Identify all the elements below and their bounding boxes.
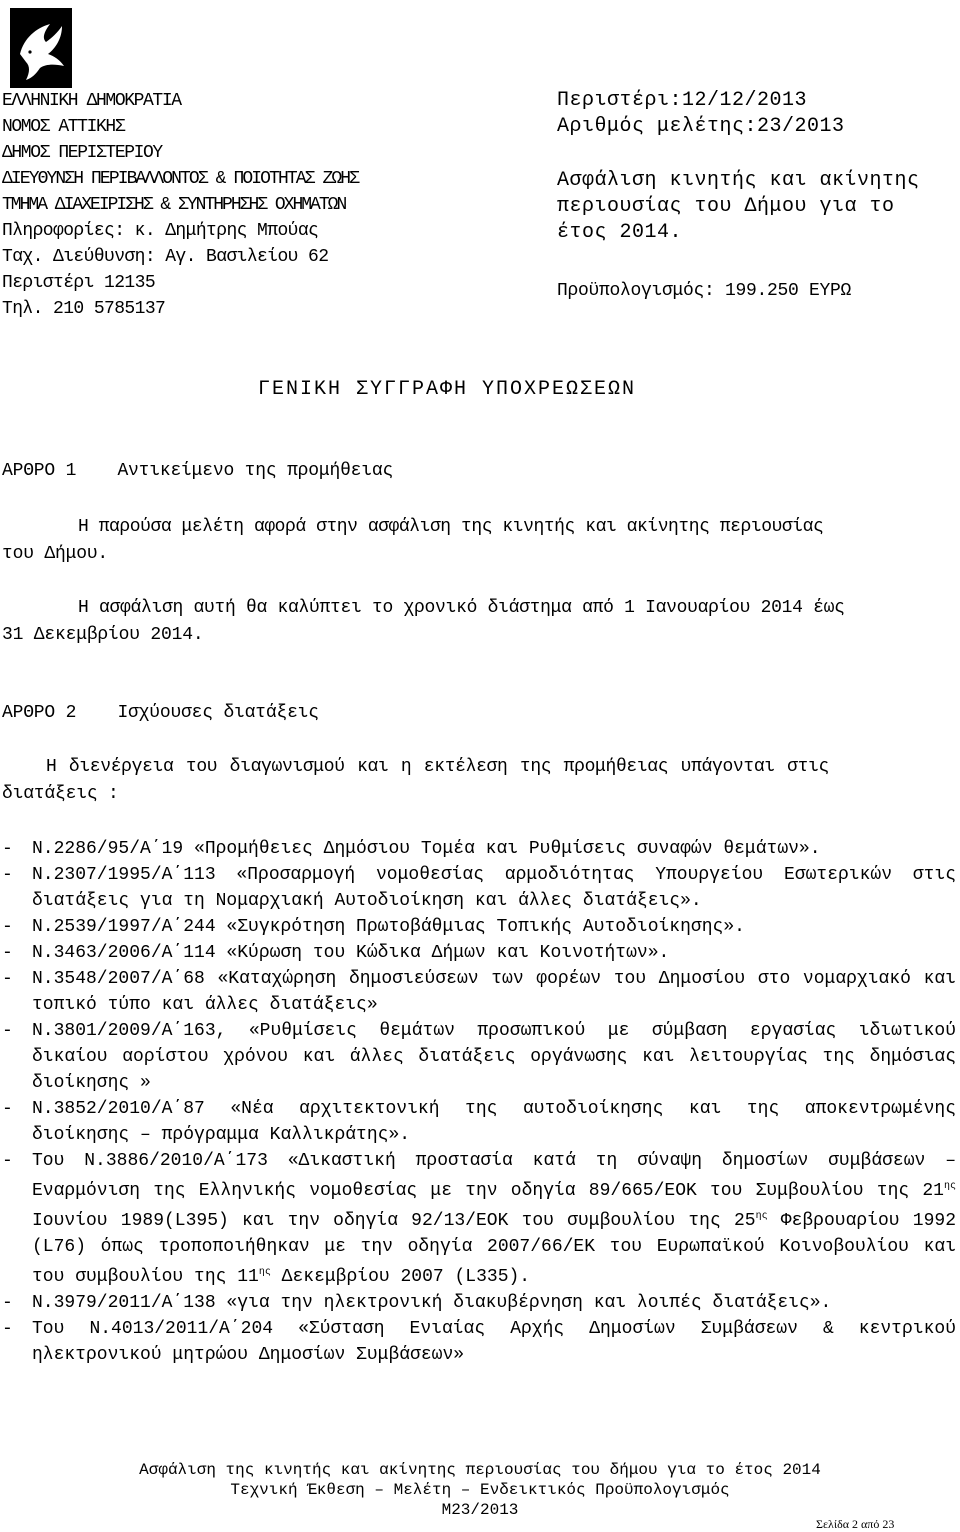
- article-heading: Ισχύουσες διατάξεις: [117, 703, 319, 723]
- list-item: [2, 1316, 956, 1368]
- article-1-paragraph: Η παρούσα μελέτη αφορά στην ασφάλιση της κινητής και ακίνητης περιουσίας: [78, 517, 824, 537]
- list-item-text: Ν.3548/2007/Α΄68 «Καταχώρηση δημοσιεύσεων των φορέων του Δημοσίου στο νομαρχιακό και τοπικό τύπο και άλλες διατάξεις»: [32, 969, 956, 1015]
- bullet-dash: -: [2, 1151, 13, 1171]
- article-label: ΑΡΘΡΟ 2: [2, 703, 77, 723]
- list-item: [2, 836, 956, 862]
- bullet-dash: -: [2, 917, 13, 937]
- bullet-dash: -: [2, 1293, 13, 1313]
- subject-line: Ασφάλιση κινητής και ακίνητης: [557, 169, 920, 192]
- bullet-dash: -: [2, 943, 13, 963]
- list-item: [2, 914, 956, 940]
- list-item-text: Ν.3463/2006/Α΄114 «Κύρωση του Κώδικα Δήμων και Κοινοτήτων».: [32, 943, 670, 963]
- article-1-header: [2, 458, 393, 485]
- list-item-text: Ν.2307/1995/Α΄113 «Προσαρμογή νομοθεσίας αρμοδιότητας Υπουργείου Εσωτερικών στις διατάξεις για τη Νομαρχιακή Αυτοδιοίκηση και άλλες διατάξεις».: [32, 865, 956, 911]
- issuer-line: ΤΜΗΜΑ ΔΙΑΧΕΙΡΙΣΗΣ & ΣΥΝΤΗΡΗΣΗΣ ΟΧΗΜΑΤΩΝ: [2, 195, 346, 215]
- issuer-line: ΝΟΜΟΣ ΑΤΤΙΚΗΣ: [2, 117, 125, 137]
- bullet-dash: -: [2, 839, 13, 859]
- bullet-dash: -: [2, 1021, 13, 1041]
- issuer-line: ΔΗΜΟΣ ΠΕΡΙΣΤΕΡΙΟΥ: [2, 143, 162, 163]
- article-heading: Αντικείμενο της προμήθειας: [117, 461, 394, 481]
- document-title: ΓΕΝΙΚΗ ΣΥΓΓΡΑΦΗ ΥΠΟΧΡΕΩΣΕΩΝ: [258, 378, 637, 401]
- issuer-line: Τηλ. 210 5785137: [2, 299, 166, 319]
- dove-icon: [10, 8, 72, 88]
- footer-line: Ασφάλιση της κινητής και ακίνητης περιουσίας του δήμου για το έτος 2014: [139, 1461, 821, 1479]
- list-item: [2, 1290, 956, 1316]
- issuer-line: ΕΛΛΗΝΙΚΗ ΔΗΜΟΚΡΑΤΙΑ: [2, 91, 181, 111]
- municipality-logo: [10, 8, 72, 88]
- subject-line: περιουσίας του Δήμου για το: [557, 195, 895, 218]
- article-2-intro: Η διενέργεια του διαγωνισμού και η εκτέλεση της προμήθειας υπάγονται στις: [46, 757, 829, 777]
- list-item: [2, 1148, 956, 1290]
- list-item-text: Ν.3801/2009/Α΄163, «Ρυθμίσεις θεμάτων προσωπικού με σύμβαση εργασίας ιδιωτικού δικαίου αορίστου χρόνου και άλλες διατάξεις οργάνωσης και λειτουργίας της δημόσιας διοίκησης »: [32, 1021, 956, 1093]
- list-item-text: Ν.2539/1997/Α΄244 «Συγκρότηση Πρωτοβάθμιας Τοπικής Αυτοδιοίκησης».: [32, 917, 745, 937]
- footer-line: Μ23/2013: [441, 1501, 519, 1519]
- bullet-dash: -: [2, 1319, 13, 1339]
- list-item-text: Του Ν.4013/2011/Α΄204 «Σύσταση Ενιαίας Αρχής Δημοσίων Συμβάσεων & κεντρικού ηλεκτρονικού μητρώου Δημοσίων Συμβάσεων»: [32, 1319, 956, 1365]
- article-1-paragraph: του Δήμου.: [2, 544, 109, 564]
- subject-line: έτος 2014.: [557, 221, 683, 244]
- document-meta: [557, 88, 920, 304]
- bullet-dash: -: [2, 865, 13, 885]
- issuer-line: Πληροφορίες: κ. Δημήτρης Μπούας: [2, 221, 319, 241]
- document-date: Περιστέρι:12/12/2013: [557, 89, 808, 112]
- article-label: ΑΡΘΡΟ 1: [2, 461, 77, 481]
- page-number: Σελίδα 2 από 23: [816, 1517, 895, 1531]
- list-item-text: Του Ν.3886/2010/Α΄173 «Δικαστική προστασία κατά τη σύναψη δημοσίων συμβάσεων – Εναρμόνιση της Ελληνικής νομοθεσίας με την οδηγία 89/665/ΕΟΚ του Συμβουλίου της $21^{\eta\varsigma}$ Ιουνίου 1989(L395) και την οδηγία 92/13/ΕΟΚ του συμβουλίου της $25^{\eta\varsigma}$ Φεβρουαρίου 1992 (L76) όπως τροποποιήθηκαν με την οδηγία 2007/66/ΕΚ του Ευρωπαϊκού Κοινοβουλίου και του συμβουλίου της $11^{\eta\varsigma}$ Δεκεμβρίου 2007 (L335).: [32, 1151, 956, 1287]
- bullet-dash: -: [2, 1099, 13, 1119]
- issuer-line: Περιστέρι 12135: [2, 273, 156, 293]
- list-item: [2, 966, 956, 1018]
- list-item-text: Ν.2286/95/Α΄19 «Προμήθειες Δημόσιου Τομέα και Ρυθμίσεις συναφών θεμάτων».: [32, 839, 821, 859]
- list-item-text: Ν.3979/2011/Α΄138 «για την ηλεκτρονική διακυβέρνηση και λοιπές διατάξεις».: [32, 1293, 832, 1313]
- study-number: Αριθμός μελέτης:23/2013: [557, 115, 845, 138]
- list-item: [2, 940, 956, 966]
- issuer-line: Ταχ. Διεύθυνση: Αγ. Βασιλείου 62: [2, 247, 329, 267]
- article-2-header: [2, 700, 319, 727]
- list-item-text: Ν.3852/2010/Α΄87 «Νέα αρχιτεκτονική της αυτοδιοίκησης και της αποκεντρωμένης διοίκησης – πρόγραμμα Καλλικράτης».: [32, 1099, 956, 1145]
- article-2-intro: διατάξεις :: [2, 784, 119, 804]
- legislation-list: [2, 836, 956, 1368]
- budget: Προϋπολογισμός: 199.250 ΕΥΡΩ: [557, 281, 852, 301]
- list-item: [2, 1096, 956, 1148]
- article-1-paragraph: Η ασφάλιση αυτή θα καλύπτει το χρονικό διάστημα από 1 Ιανουαρίου 2014 έως: [78, 598, 845, 618]
- issuer-block: [2, 88, 358, 322]
- bullet-dash: -: [2, 969, 13, 989]
- list-item: [2, 1018, 956, 1096]
- footer-line: Τεχνική Έκθεση – Μελέτη – Ενδεικτικός Προϋπολογισμός: [230, 1481, 730, 1499]
- issuer-line: ΔΙΕΥΘΥΝΣΗ ΠΕΡΙΒΑΛΛΟΝΤΟΣ & ΠΟΙΟΤΗΤΑΣ ΖΩΗΣ: [2, 169, 359, 189]
- article-1-paragraph: 31 Δεκεμβρίου 2014.: [2, 625, 204, 645]
- list-item: [2, 862, 956, 914]
